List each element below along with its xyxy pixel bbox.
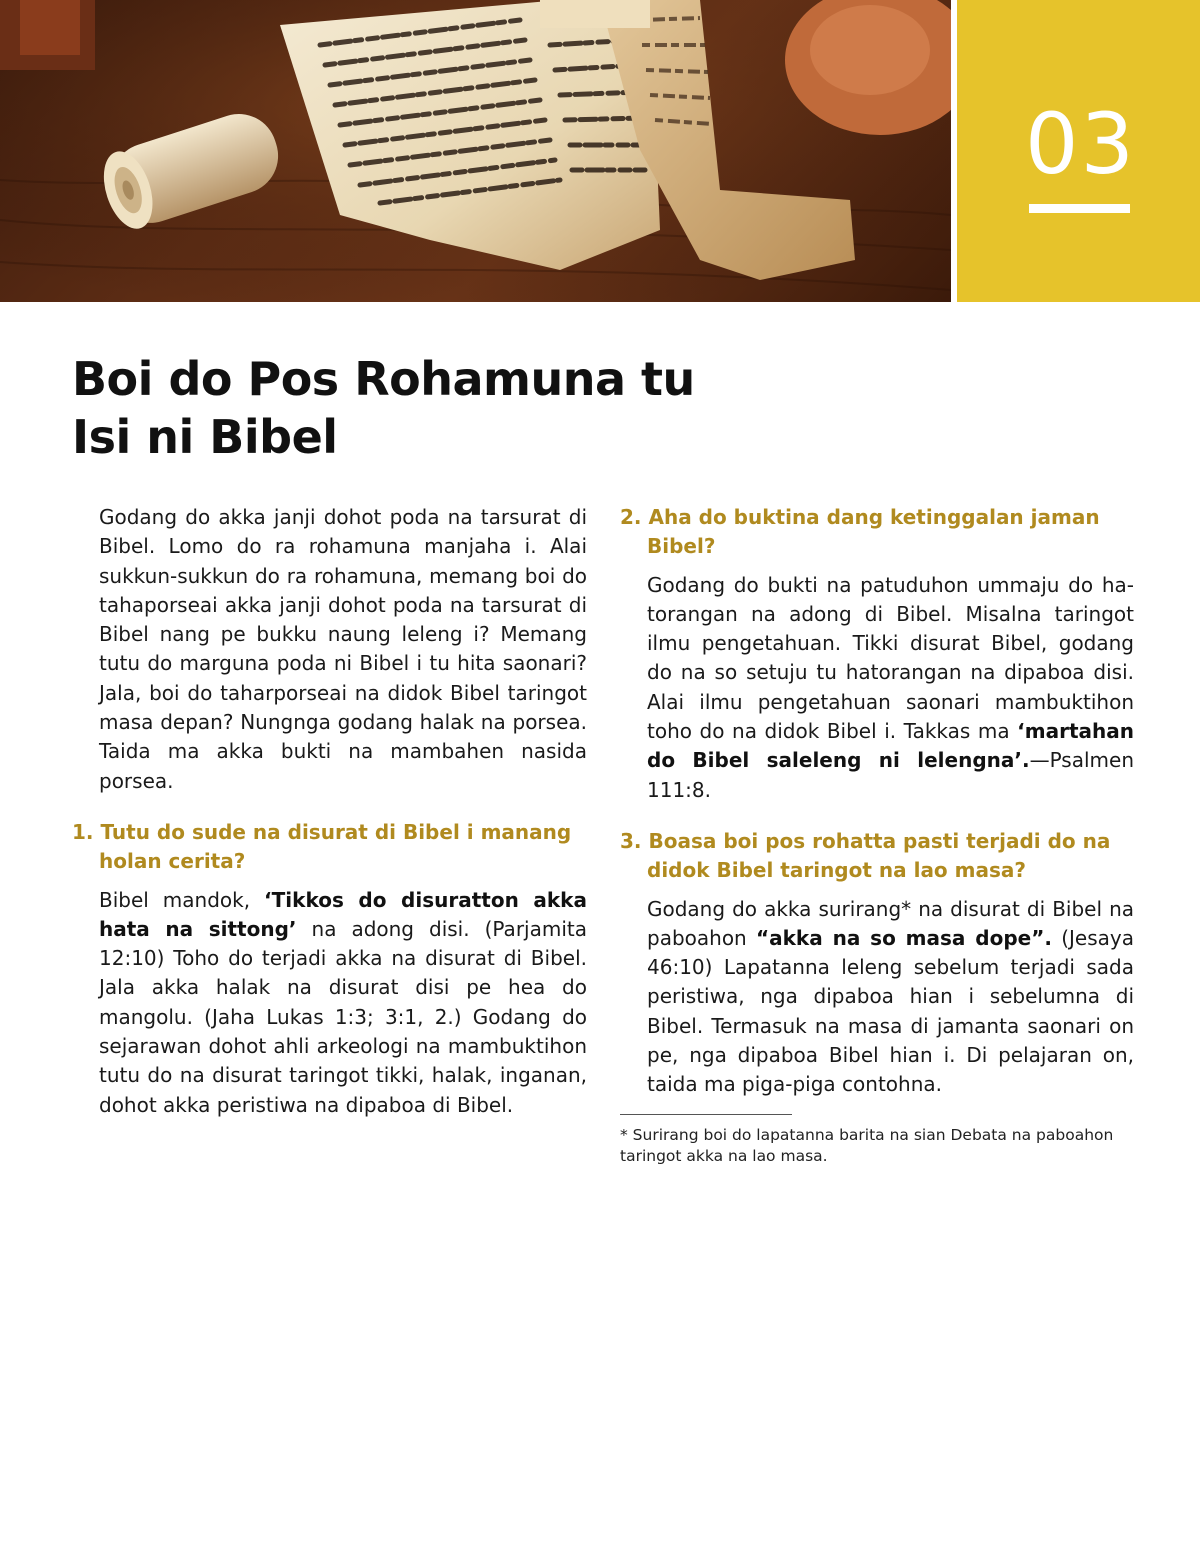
footnote-divider: [620, 1114, 792, 1115]
answer-3-text-before: Godang do akka surirang* na disurat di Bibel na paboahon: [647, 896, 1134, 950]
intro-paragraph: Godang do akka janji dohot poda na tarsurat di Bibel. Lomo do ra rohamuna manjaha i. Alai sukkun-sukkun do ra rohamuna, memang boi do tahaporseai akka janji dohot poda na tarsurat di Bibel nang pe bukku naung leleng i? Memang tutu do marguna poda ni Bibel i tu hita saonari? Jala, boi do taharporseai na didok Bibel taringot masa depan? Nungnga godang halak na porsea. Taida ma akka bukti na mambahen nasida porsea.: [99, 505, 587, 793]
answer-1-text-after: na adong disi. (Parjamita 12:10) Toho do terjadi akka na disurat di Bibel. Jala akka halak na disurat disi pe hea do mangolu. (Jaha Lukas 1:3; 3:1, 2.) Godang do sejarawan dohot ahli arkeologi na mambuktihon tutu do na disurat taringot tikki, halak, inganan, dohot akka peristiwa na dipaboa di Bibel.: [99, 916, 587, 1117]
right-column: [620, 503, 1134, 1167]
scrolls-illustration: [0, 0, 951, 302]
title-line-1: Boi do Pos Rohamuna tu: [72, 352, 695, 406]
title-line-2: Isi ni Bibel: [72, 410, 338, 464]
question-2-heading: 2. Aha do buktina dang ketinggalan jaman Bibel?: [620, 505, 1100, 559]
chapter-underline: [1029, 204, 1130, 213]
answer-1-quote: ‘Tikkos do disuratton akka hata na sittong’: [99, 887, 587, 941]
chapter-badge: [957, 0, 1200, 302]
page-title: [72, 350, 772, 466]
answer-3-quote: “akka na so masa dope”.: [755, 925, 1052, 950]
answer-3-text-after: (Jesaya 46:10) Lapatanna leleng sebelum terjadi sada peristiwa, nga dipaboa hian i sebelumna di Bibel. Termasuk na masa di jamanta saonari on pe, nga dipaboa Bibel hian i. Di pelajaran on, taida ma piga-piga contohna.: [647, 925, 1134, 1097]
answer-2-paragraph: [620, 571, 1134, 805]
answer-1-paragraph: [72, 886, 587, 1120]
answer-2-quote: ‘martahan do Bibel saleleng ni lelengna’.: [647, 719, 1134, 773]
answer-1-text-before: Bibel mandok,: [99, 887, 265, 912]
header-image: [0, 0, 951, 302]
footnote: * Surirang boi do lapatanna barita na sian Debata na paboahon taringot akka na lao masa.: [620, 1125, 1114, 1165]
left-column: [72, 503, 587, 1120]
chapter-number: 03: [1025, 95, 1136, 193]
question-1-heading: 1. Tutu do sude na disurat di Bibel i manang holan cerita?: [72, 819, 572, 874]
answer-3-paragraph: [620, 895, 1134, 1100]
answer-2-text-before: Godang do bukti na patuduhon ummaju do hatorangan na adong di Bibel. Misalna taringot ilmu pengetahuan. Tikki disurat Bibel, godang do na so setuju tu hatorangan na dipaboa disi. Alai ilmu pengetahuan saonari mambuktihon toho do na didok Bibel i. Takkas ma: [647, 572, 1134, 744]
question-3-heading: 3. Boasa boi pos rohatta pasti terjadi do na didok Bibel taringot na lao masa?: [620, 828, 1111, 883]
answer-2-text-after: —Psalmen 111:8.: [647, 748, 1134, 802]
